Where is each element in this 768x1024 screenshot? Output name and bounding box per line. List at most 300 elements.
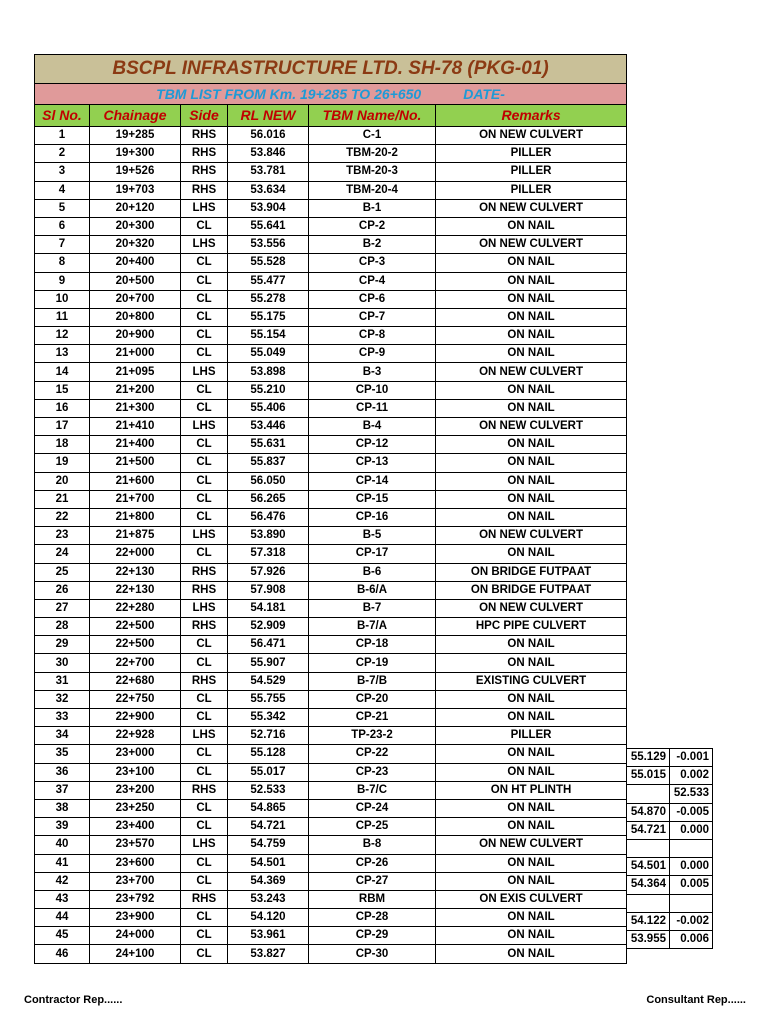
tbm-name-cell: RBM [309, 890, 436, 908]
tbm-name-cell: CP-23 [309, 763, 436, 781]
remarks-cell: ON NAIL [436, 436, 627, 454]
side-cell: CL [181, 745, 228, 763]
header-row [35, 105, 627, 127]
chainage-cell: 22+130 [90, 563, 181, 581]
check-diff-cell: 0.000 [670, 858, 713, 876]
check-rl-cell: 54.870 [627, 803, 670, 821]
table-row [35, 290, 627, 308]
tbm-name-cell: B-7/C [309, 781, 436, 799]
side-cell: CL [181, 290, 228, 308]
rl-new-cell: 54.181 [228, 599, 309, 617]
sl-no-cell: 12 [35, 327, 90, 345]
check-values-table [626, 748, 713, 949]
sl-no-cell: 35 [35, 745, 90, 763]
sl-no-cell: 18 [35, 436, 90, 454]
chainage-cell: 24+000 [90, 927, 181, 945]
side-cell: CL [181, 217, 228, 235]
check-diff-cell: -0.005 [670, 803, 713, 821]
side-cell: RHS [181, 145, 228, 163]
rl-new-cell: 57.318 [228, 545, 309, 563]
sl-no-cell: 38 [35, 799, 90, 817]
sl-no-cell: 11 [35, 308, 90, 326]
sl-no-cell: 8 [35, 254, 90, 272]
tbm-name-cell: C-1 [309, 127, 436, 145]
chainage-cell: 21+000 [90, 345, 181, 363]
sl-no-cell: 33 [35, 709, 90, 727]
side-cell: CL [181, 436, 228, 454]
remarks-cell: ON NAIL [436, 854, 627, 872]
rl-new-cell: 53.898 [228, 363, 309, 381]
remarks-cell: ON NAIL [436, 272, 627, 290]
table-row [35, 599, 627, 617]
chainage-cell: 21+700 [90, 490, 181, 508]
check-row [627, 785, 713, 803]
side-cell: LHS [181, 727, 228, 745]
sl-no-cell: 6 [35, 217, 90, 235]
tbm-name-cell: CP-4 [309, 272, 436, 290]
table-row [35, 381, 627, 399]
chainage-cell: 22+750 [90, 690, 181, 708]
table-row [35, 254, 627, 272]
chainage-cell: 22+700 [90, 654, 181, 672]
tbm-name-cell: CP-22 [309, 745, 436, 763]
remarks-cell: ON NAIL [436, 945, 627, 963]
sheet-subtitle [35, 84, 627, 105]
sl-no-cell: 22 [35, 508, 90, 526]
sl-no-cell: 34 [35, 727, 90, 745]
remarks-cell: ON NAIL [436, 872, 627, 890]
chainage-cell: 21+800 [90, 508, 181, 526]
side-cell: CL [181, 454, 228, 472]
table-row [35, 945, 627, 963]
tbm-name-cell: CP-9 [309, 345, 436, 363]
tbm-name-cell: CP-7 [309, 308, 436, 326]
table-row [35, 836, 627, 854]
table-row [35, 454, 627, 472]
header-remarks: Remarks [436, 105, 627, 127]
remarks-cell: ON NAIL [436, 818, 627, 836]
rl-new-cell: 55.907 [228, 654, 309, 672]
sl-no-cell: 27 [35, 599, 90, 617]
chainage-cell: 19+300 [90, 145, 181, 163]
chainage-cell: 22+500 [90, 636, 181, 654]
remarks-cell: ON NAIL [436, 327, 627, 345]
remarks-cell: ON NAIL [436, 745, 627, 763]
table-row [35, 745, 627, 763]
chainage-cell: 20+320 [90, 236, 181, 254]
side-cell: CL [181, 799, 228, 817]
tbm-name-cell: CP-15 [309, 490, 436, 508]
chainage-cell: 21+600 [90, 472, 181, 490]
rl-new-cell: 55.755 [228, 690, 309, 708]
sl-no-cell: 7 [35, 236, 90, 254]
check-diff-cell [670, 894, 713, 912]
remarks-cell: ON NAIL [436, 799, 627, 817]
check-rl-cell: 53.955 [627, 930, 670, 948]
sl-no-cell: 19 [35, 454, 90, 472]
tbm-name-cell: B-6 [309, 563, 436, 581]
sl-no-cell: 44 [35, 909, 90, 927]
remarks-cell: ON NAIL [436, 636, 627, 654]
sheet-title: BSCPL INFRASTRUCTURE LTD. SH-78 (PKG-01) [35, 55, 627, 84]
check-diff-cell: 0.000 [670, 821, 713, 839]
chainage-cell: 20+500 [90, 272, 181, 290]
header-side: Side [181, 105, 228, 127]
check-rl-cell: 54.364 [627, 876, 670, 894]
check-rl-cell [627, 839, 670, 857]
sl-no-cell: 25 [35, 563, 90, 581]
tbm-name-cell: CP-27 [309, 872, 436, 890]
rl-new-cell: 52.909 [228, 618, 309, 636]
tbm-name-cell: CP-18 [309, 636, 436, 654]
remarks-cell: PILLER [436, 181, 627, 199]
chainage-cell: 21+875 [90, 527, 181, 545]
chainage-cell: 20+120 [90, 199, 181, 217]
remarks-cell: ON NAIL [436, 290, 627, 308]
tbm-name-cell: TBM-20-3 [309, 163, 436, 181]
sl-no-cell: 9 [35, 272, 90, 290]
chainage-cell: 23+200 [90, 781, 181, 799]
remarks-cell: ON NAIL [436, 490, 627, 508]
header-sl-no: Sl No. [35, 105, 90, 127]
chainage-cell: 22+130 [90, 581, 181, 599]
rl-new-cell: 56.265 [228, 490, 309, 508]
sl-no-cell: 32 [35, 690, 90, 708]
rl-new-cell: 53.846 [228, 145, 309, 163]
remarks-cell: ON NAIL [436, 690, 627, 708]
rl-new-cell: 53.781 [228, 163, 309, 181]
remarks-cell: ON NAIL [436, 217, 627, 235]
side-cell: CL [181, 508, 228, 526]
check-diff-cell: -0.002 [670, 912, 713, 930]
tbm-name-cell: CP-8 [309, 327, 436, 345]
remarks-cell: ON NEW CULVERT [436, 199, 627, 217]
tbm-name-cell: CP-29 [309, 927, 436, 945]
chainage-cell: 21+400 [90, 436, 181, 454]
rl-new-cell: 53.890 [228, 527, 309, 545]
tbm-name-cell: CP-16 [309, 508, 436, 526]
sl-no-cell: 21 [35, 490, 90, 508]
sl-no-cell: 10 [35, 290, 90, 308]
sl-no-cell: 1 [35, 127, 90, 145]
tbm-name-cell: B-7/B [309, 672, 436, 690]
remarks-cell: PILLER [436, 163, 627, 181]
rl-new-cell: 55.017 [228, 763, 309, 781]
remarks-cell: HPC PIPE CULVERT [436, 618, 627, 636]
table-row [35, 727, 627, 745]
remarks-cell: ON EXIS CULVERT [436, 890, 627, 908]
tbm-list-table [34, 54, 627, 964]
remarks-cell: ON NAIL [436, 927, 627, 945]
rl-new-cell: 55.278 [228, 290, 309, 308]
rl-new-cell: 53.634 [228, 181, 309, 199]
rl-new-cell: 55.641 [228, 217, 309, 235]
table-row [35, 145, 627, 163]
remarks-cell: ON NAIL [436, 909, 627, 927]
remarks-cell: ON NEW CULVERT [436, 836, 627, 854]
side-cell: RHS [181, 563, 228, 581]
tbm-name-cell: TBM-20-2 [309, 145, 436, 163]
tbm-name-cell: CP-24 [309, 799, 436, 817]
rl-new-cell: 52.716 [228, 727, 309, 745]
side-cell: CL [181, 872, 228, 890]
table-row [35, 709, 627, 727]
rl-new-cell: 53.556 [228, 236, 309, 254]
rl-new-cell: 53.904 [228, 199, 309, 217]
side-cell: CL [181, 272, 228, 290]
remarks-cell: ON NAIL [436, 381, 627, 399]
table-row [35, 181, 627, 199]
rl-new-cell: 57.908 [228, 581, 309, 599]
side-cell: CL [181, 327, 228, 345]
table-row [35, 418, 627, 436]
chainage-cell: 22+680 [90, 672, 181, 690]
table-row [35, 308, 627, 326]
table-row [35, 345, 627, 363]
rl-new-cell: 55.128 [228, 745, 309, 763]
tbm-name-cell: CP-2 [309, 217, 436, 235]
table-row [35, 890, 627, 908]
table-row [35, 854, 627, 872]
rl-new-cell: 55.528 [228, 254, 309, 272]
sl-no-cell: 46 [35, 945, 90, 963]
chainage-cell: 20+800 [90, 308, 181, 326]
remarks-cell: ON NAIL [436, 508, 627, 526]
sl-no-cell: 5 [35, 199, 90, 217]
rl-new-cell: 53.827 [228, 945, 309, 963]
table-row [35, 363, 627, 381]
chainage-cell: 23+400 [90, 818, 181, 836]
rl-new-cell: 54.529 [228, 672, 309, 690]
side-cell: CL [181, 709, 228, 727]
chainage-cell: 20+900 [90, 327, 181, 345]
tbm-name-cell: CP-28 [309, 909, 436, 927]
sl-no-cell: 29 [35, 636, 90, 654]
tbm-name-cell: B-5 [309, 527, 436, 545]
chainage-cell: 21+410 [90, 418, 181, 436]
sl-no-cell: 31 [35, 672, 90, 690]
check-diff-cell: 52.533 [670, 785, 713, 803]
remarks-cell: ON NEW CULVERT [436, 599, 627, 617]
sl-no-cell: 20 [35, 472, 90, 490]
check-row [627, 821, 713, 839]
side-cell: CL [181, 854, 228, 872]
sl-no-cell: 28 [35, 618, 90, 636]
rl-new-cell: 55.342 [228, 709, 309, 727]
tbm-name-cell: CP-11 [309, 399, 436, 417]
side-cell: LHS [181, 236, 228, 254]
rl-new-cell: 52.533 [228, 781, 309, 799]
chainage-cell: 21+095 [90, 363, 181, 381]
rl-new-cell: 55.631 [228, 436, 309, 454]
remarks-cell: ON NAIL [436, 654, 627, 672]
remarks-cell: ON NEW CULVERT [436, 363, 627, 381]
tbm-name-cell: B-1 [309, 199, 436, 217]
chainage-cell: 20+700 [90, 290, 181, 308]
side-cell: CL [181, 308, 228, 326]
rl-new-cell: 55.837 [228, 454, 309, 472]
chainage-cell: 23+600 [90, 854, 181, 872]
tbm-name-cell: CP-17 [309, 545, 436, 563]
side-cell: RHS [181, 581, 228, 599]
rl-new-cell: 54.501 [228, 854, 309, 872]
table-row [35, 636, 627, 654]
remarks-cell: EXISTING CULVERT [436, 672, 627, 690]
chainage-cell: 23+250 [90, 799, 181, 817]
tbm-name-cell: CP-10 [309, 381, 436, 399]
sl-no-cell: 40 [35, 836, 90, 854]
rl-new-cell: 55.175 [228, 308, 309, 326]
table-row [35, 818, 627, 836]
check-diff-cell: -0.001 [670, 749, 713, 767]
rl-new-cell: 54.369 [228, 872, 309, 890]
sl-no-cell: 2 [35, 145, 90, 163]
side-cell: RHS [181, 890, 228, 908]
chainage-cell: 23+700 [90, 872, 181, 890]
side-cell: RHS [181, 672, 228, 690]
chainage-cell: 23+570 [90, 836, 181, 854]
side-cell: CL [181, 927, 228, 945]
rl-new-cell: 55.210 [228, 381, 309, 399]
tbm-name-cell: B-4 [309, 418, 436, 436]
tbm-name-cell: CP-14 [309, 472, 436, 490]
table-row [35, 672, 627, 690]
chainage-cell: 21+500 [90, 454, 181, 472]
check-row [627, 858, 713, 876]
side-cell: LHS [181, 599, 228, 617]
rl-new-cell: 56.050 [228, 472, 309, 490]
tbm-name-cell: CP-26 [309, 854, 436, 872]
rl-new-cell: 55.406 [228, 399, 309, 417]
table-row [35, 508, 627, 526]
header-tbm-name: TBM Name/No. [309, 105, 436, 127]
side-cell: CL [181, 545, 228, 563]
side-cell: RHS [181, 163, 228, 181]
rl-new-cell: 53.243 [228, 890, 309, 908]
table-row [35, 781, 627, 799]
tbm-name-cell: CP-30 [309, 945, 436, 963]
sl-no-cell: 16 [35, 399, 90, 417]
sl-no-cell: 37 [35, 781, 90, 799]
check-rl-cell: 54.122 [627, 912, 670, 930]
tbm-name-cell: B-3 [309, 363, 436, 381]
sl-no-cell: 30 [35, 654, 90, 672]
chainage-cell: 22+280 [90, 599, 181, 617]
table-row [35, 490, 627, 508]
sl-no-cell: 17 [35, 418, 90, 436]
remarks-cell: ON BRIDGE FUTPAAT [436, 581, 627, 599]
table-row [35, 690, 627, 708]
tbm-name-cell: CP-21 [309, 709, 436, 727]
sl-no-cell: 15 [35, 381, 90, 399]
rl-new-cell: 55.049 [228, 345, 309, 363]
sl-no-cell: 45 [35, 927, 90, 945]
chainage-cell: 21+300 [90, 399, 181, 417]
tbm-name-cell: CP-3 [309, 254, 436, 272]
sl-no-cell: 39 [35, 818, 90, 836]
chainage-cell: 23+792 [90, 890, 181, 908]
side-cell: CL [181, 399, 228, 417]
check-rl-cell: 55.015 [627, 767, 670, 785]
table-row [35, 163, 627, 181]
table-row [35, 436, 627, 454]
chainage-cell: 19+285 [90, 127, 181, 145]
remarks-cell: ON NEW CULVERT [436, 236, 627, 254]
remarks-cell: ON NAIL [436, 454, 627, 472]
table-row [35, 217, 627, 235]
side-cell: RHS [181, 618, 228, 636]
remarks-cell: ON NAIL [436, 709, 627, 727]
remarks-cell: ON NAIL [436, 308, 627, 326]
remarks-cell: PILLER [436, 145, 627, 163]
tbm-name-cell: B-2 [309, 236, 436, 254]
check-row [627, 839, 713, 857]
tbm-name-cell: TBM-20-4 [309, 181, 436, 199]
check-rl-cell: 55.129 [627, 749, 670, 767]
side-cell: LHS [181, 418, 228, 436]
subtitle-row [35, 84, 627, 105]
rl-new-cell: 57.926 [228, 563, 309, 581]
rl-new-cell: 53.446 [228, 418, 309, 436]
check-diff-cell [670, 839, 713, 857]
sl-no-cell: 3 [35, 163, 90, 181]
side-cell: LHS [181, 199, 228, 217]
side-cell: LHS [181, 363, 228, 381]
subtitle-range: TBM LIST FROM Km. 19+285 TO 26+650 [156, 86, 422, 102]
check-rl-cell [627, 785, 670, 803]
table-row [35, 472, 627, 490]
rl-new-cell: 54.721 [228, 818, 309, 836]
side-cell: CL [181, 654, 228, 672]
side-cell: CL [181, 945, 228, 963]
table-row [35, 399, 627, 417]
side-cell: CL [181, 345, 228, 363]
side-cell: RHS [181, 781, 228, 799]
rl-new-cell: 54.865 [228, 799, 309, 817]
remarks-cell: ON NEW CULVERT [436, 127, 627, 145]
check-diff-cell: 0.002 [670, 767, 713, 785]
table-row [35, 654, 627, 672]
side-cell: CL [181, 636, 228, 654]
tbm-name-cell: CP-19 [309, 654, 436, 672]
consultant-rep-label: Consultant Rep...... [646, 994, 746, 1006]
tbm-name-cell: CP-13 [309, 454, 436, 472]
sl-no-cell: 13 [35, 345, 90, 363]
tbm-name-cell: CP-12 [309, 436, 436, 454]
check-rl-cell: 54.721 [627, 821, 670, 839]
side-cell: CL [181, 818, 228, 836]
rl-new-cell: 56.476 [228, 508, 309, 526]
sl-no-cell: 14 [35, 363, 90, 381]
header-rl-new: RL NEW [228, 105, 309, 127]
rl-new-cell: 53.961 [228, 927, 309, 945]
check-row [627, 767, 713, 785]
remarks-cell: ON NAIL [436, 254, 627, 272]
chainage-cell: 23+000 [90, 745, 181, 763]
tbm-name-cell: CP-25 [309, 818, 436, 836]
table-row [35, 199, 627, 217]
side-cell: LHS [181, 836, 228, 854]
tbm-name-cell: CP-20 [309, 690, 436, 708]
chainage-cell: 20+400 [90, 254, 181, 272]
sl-no-cell: 23 [35, 527, 90, 545]
sl-no-cell: 42 [35, 872, 90, 890]
table-row [35, 327, 627, 345]
side-cell: CL [181, 763, 228, 781]
remarks-cell: ON BRIDGE FUTPAAT [436, 563, 627, 581]
tbm-name-cell: CP-6 [309, 290, 436, 308]
remarks-cell: ON HT PLINTH [436, 781, 627, 799]
